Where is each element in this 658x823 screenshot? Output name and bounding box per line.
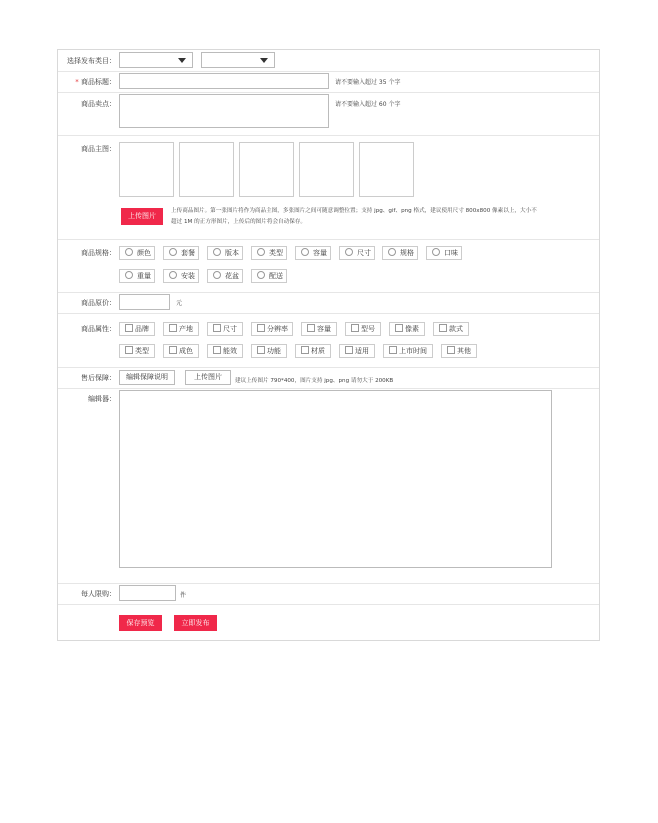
price-unit: 元 xyxy=(176,300,183,307)
attr-option-function[interactable]: 功能 xyxy=(251,344,287,358)
attr-option-capacity[interactable]: 容量 xyxy=(301,322,337,336)
attr-option-origin[interactable]: 产地 xyxy=(163,322,199,336)
spec-label: 商品规格： xyxy=(81,249,116,257)
attr-option-condition[interactable]: 成色 xyxy=(163,344,199,358)
checkbox-icon xyxy=(447,346,455,354)
chevron-down-icon xyxy=(260,58,268,63)
main-image-hint-1: 上传商品图片。第一张图片将作为商品主图，多张图片之间可随意调整位置；支持 jpg、gif、png 格式，建议使用尺寸 800x800 像素以上，大小不 xyxy=(171,208,537,214)
spec-option-version[interactable]: 版本 xyxy=(207,246,243,260)
image-slot-5[interactable] xyxy=(359,142,414,197)
required-mark: * xyxy=(75,78,79,86)
checkbox-icon xyxy=(301,346,309,354)
attributes-row xyxy=(58,313,599,368)
attr-option-pixel[interactable]: 像素 xyxy=(389,322,425,336)
checkbox-icon xyxy=(125,346,133,354)
attr-option-type[interactable]: 类型 xyxy=(119,344,155,358)
price-input[interactable] xyxy=(119,294,170,310)
price-label: 商品原价： xyxy=(81,299,116,307)
edit-guarantee-button[interactable]: 编辑保障说明 xyxy=(119,370,175,385)
after-sale-row xyxy=(58,367,599,389)
attr-option-model[interactable]: 型号 xyxy=(345,322,381,336)
radio-icon xyxy=(213,271,221,279)
checkbox-icon xyxy=(351,324,359,332)
actions-row xyxy=(58,604,599,640)
checkbox-icon xyxy=(257,324,265,332)
radio-icon xyxy=(257,248,265,256)
radio-icon xyxy=(213,248,221,256)
limit-row xyxy=(58,583,599,605)
radio-icon xyxy=(388,248,396,256)
publish-button[interactable]: 立即发布 xyxy=(174,615,217,631)
checkbox-icon xyxy=(169,324,177,332)
attr-option-style[interactable]: 款式 xyxy=(433,322,469,336)
editor-label: 编辑器： xyxy=(88,395,116,403)
image-slot-1[interactable] xyxy=(119,142,174,197)
spec-option-spec[interactable]: 规格 xyxy=(382,246,418,260)
radio-icon xyxy=(169,271,177,279)
image-slot-2[interactable] xyxy=(179,142,234,197)
selling-point-hint: 请不要输入超过 60 个字 xyxy=(335,101,401,108)
image-slot-3[interactable] xyxy=(239,142,294,197)
attr-option-material[interactable]: 材质 xyxy=(295,344,331,358)
spec-option-weight[interactable]: 重量 xyxy=(119,269,155,283)
radio-icon xyxy=(301,248,309,256)
spec-option-flavor[interactable]: 口味 xyxy=(426,246,462,260)
attributes-label: 商品属性： xyxy=(81,325,116,333)
main-image-hint-2: 超过 1M 的正方形图片，上传后的图片将会自动保存。 xyxy=(171,219,307,225)
spec-option-pot[interactable]: 花盆 xyxy=(207,269,243,283)
spec-option-delivery[interactable]: 配送 xyxy=(251,269,287,283)
checkbox-icon xyxy=(307,324,315,332)
attr-option-applicable[interactable]: 适用 xyxy=(339,344,375,358)
spec-option-capacity[interactable]: 容量 xyxy=(295,246,331,260)
category-select-1[interactable] xyxy=(119,52,193,68)
limit-label: 每人限购： xyxy=(81,590,116,598)
upload-image-button[interactable]: 上传图片 xyxy=(121,208,163,225)
spec-option-color[interactable]: 颜色 xyxy=(119,246,155,260)
checkbox-icon xyxy=(389,346,397,354)
editor-row xyxy=(58,388,599,584)
radio-icon xyxy=(257,271,265,279)
checkbox-icon xyxy=(213,346,221,354)
chevron-down-icon xyxy=(178,58,186,63)
spec-option-type[interactable]: 类型 xyxy=(251,246,287,260)
attr-option-brand[interactable]: 品牌 xyxy=(119,322,155,336)
attr-option-release-date[interactable]: 上市时间 xyxy=(383,344,433,358)
attr-option-efficiency[interactable]: 能效 xyxy=(207,344,243,358)
checkbox-icon xyxy=(439,324,447,332)
checkbox-icon xyxy=(213,324,221,332)
selling-point-row xyxy=(58,92,599,136)
rich-text-editor[interactable] xyxy=(119,390,552,568)
limit-input[interactable] xyxy=(119,585,176,601)
selling-point-textarea[interactable] xyxy=(119,94,329,128)
save-preview-button[interactable]: 保存预览 xyxy=(119,615,162,631)
attr-option-size[interactable]: 尺寸 xyxy=(207,322,243,336)
category-label: 选择发布类目： xyxy=(67,57,116,65)
checkbox-icon xyxy=(169,346,177,354)
checkbox-icon xyxy=(345,346,353,354)
image-slot-4[interactable] xyxy=(299,142,354,197)
spec-option-install[interactable]: 安装 xyxy=(163,269,199,283)
main-image-row xyxy=(58,135,599,240)
radio-icon xyxy=(169,248,177,256)
radio-icon xyxy=(345,248,353,256)
limit-unit: 件 xyxy=(180,592,187,599)
price-row xyxy=(58,292,599,314)
title-label-text: 商品标题： xyxy=(81,78,116,86)
checkbox-icon xyxy=(257,346,265,354)
title-row xyxy=(58,71,599,93)
radio-icon xyxy=(125,248,133,256)
spec-row xyxy=(58,239,599,293)
after-sale-hint: 建议上传图片 790*400，图片支持 jpg、png 请勿大于 200KB xyxy=(235,378,394,384)
after-sale-label: 售后保障： xyxy=(81,374,116,382)
radio-icon xyxy=(125,271,133,279)
checkbox-icon xyxy=(125,324,133,332)
main-image-label: 商品主图： xyxy=(81,145,116,153)
selling-point-label: 商品卖点： xyxy=(81,100,116,108)
checkbox-icon xyxy=(395,324,403,332)
after-sale-upload-button[interactable]: 上传图片 xyxy=(185,370,231,385)
radio-icon xyxy=(432,248,440,256)
attr-option-other[interactable]: 其他 xyxy=(441,344,477,358)
title-input[interactable] xyxy=(119,73,329,89)
title-hint: 请不要输入超过 35 个字 xyxy=(335,79,401,86)
spec-option-size[interactable]: 尺寸 xyxy=(339,246,375,260)
publish-form xyxy=(57,49,600,641)
title-label xyxy=(58,77,116,87)
spec-option-package[interactable]: 套餐 xyxy=(163,246,199,260)
category-row xyxy=(58,50,599,72)
attr-option-resolution[interactable]: 分辨率 xyxy=(251,322,293,336)
category-select-2[interactable] xyxy=(201,52,275,68)
